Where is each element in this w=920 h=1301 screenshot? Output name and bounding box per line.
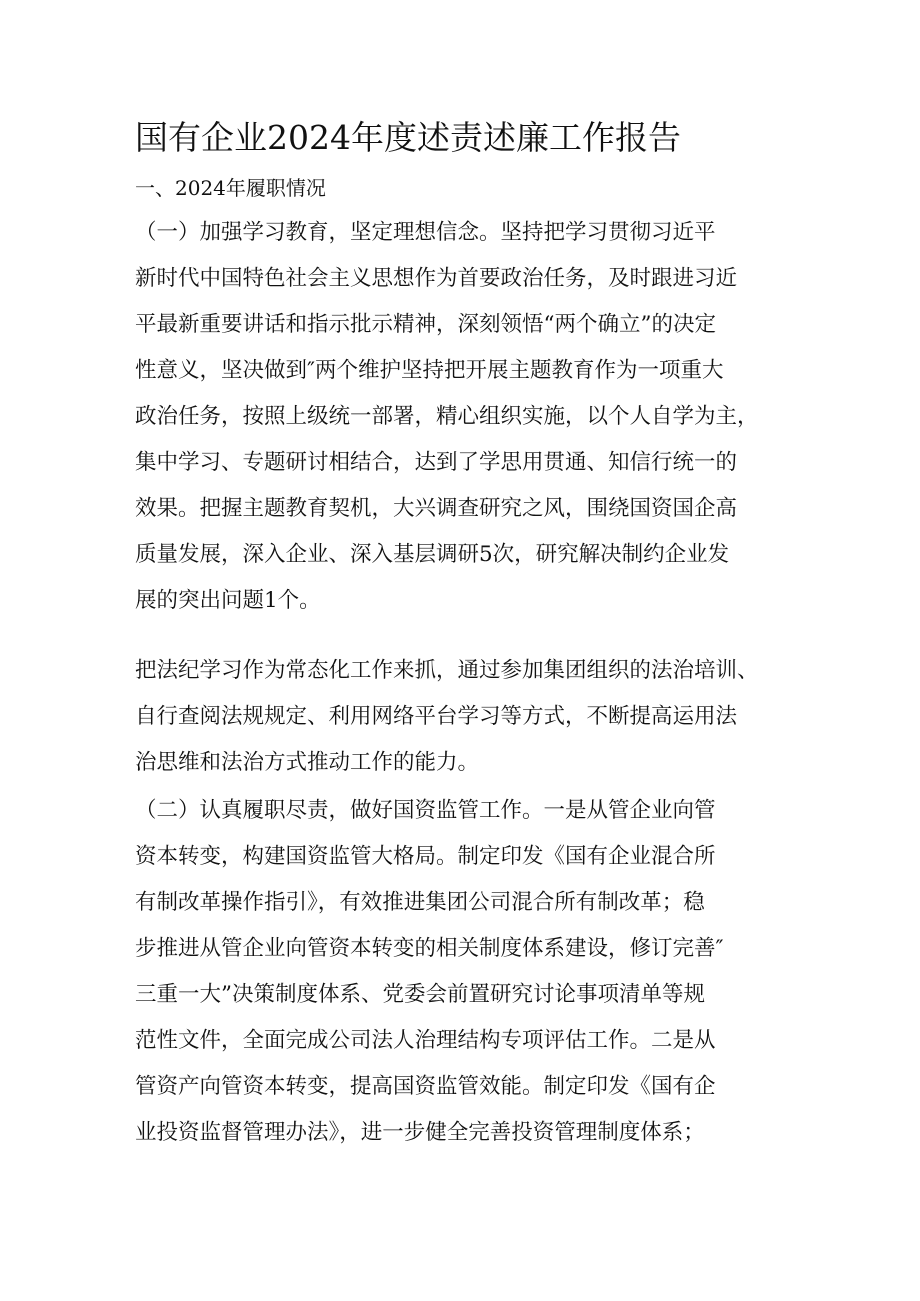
document-title: 国有企业2024年度述责述廉工作报告	[135, 118, 681, 157]
paragraph-study-education: （一）加强学习教育，坚定理想信念。坚持把学习贯彻习近平 新时代中国特色社会主义思想作为首要政治任务，及时跟进习近 平最新重要讲话和指示批示精神，深刻领悟“两个确立”的决定 性意义，坚决做到″两个维护坚持把开展主题教育作为一项重大 政治任务，按照上级统一部署，精心组织实施，以个人自学为主， 集中学习、专题研讨相结合，达到了学思用贯通、知信行统一的 效果。把握主题教育契机，大兴调查研究之风，围绕国资国企高 质量发展，深入企业、深入基层调研5次，研究解决制约企业发 展的突出问题1个。	[135, 220, 759, 613]
paragraph-state-asset-supervision: （二）认真履职尽责，做好国资监管工作。一是从管企业向管 资本转变，构建国资监管大格局。制定印发《国有企业混合所 有制改革操作指引》，有效推进集团公司混合所有制改革；稳 步推进从管企业向管资本转变的相关制度体系建设，修订完善″ 三重一大”决策制度体系、党委会前置研究讨论事项清单等规 范性文件，全面完成公司法人治理结构专项评估工作。二是从 管资产向管资本转变，提高国资监管效能。制定印发《国有企 业投资监督管理办法》，进一步健全完善投资管理制度体系；	[135, 798, 724, 1145]
section-heading: 一、2024年履职情况	[135, 176, 326, 200]
paragraph-legal-study: 把法纪学习作为常态化工作来抓，通过参加集团组织的法治培训、 自行查阅法规规定、利用网络平台学习等方式，不断提高运用法 治思维和法治方式推动工作的能力。	[135, 658, 759, 775]
